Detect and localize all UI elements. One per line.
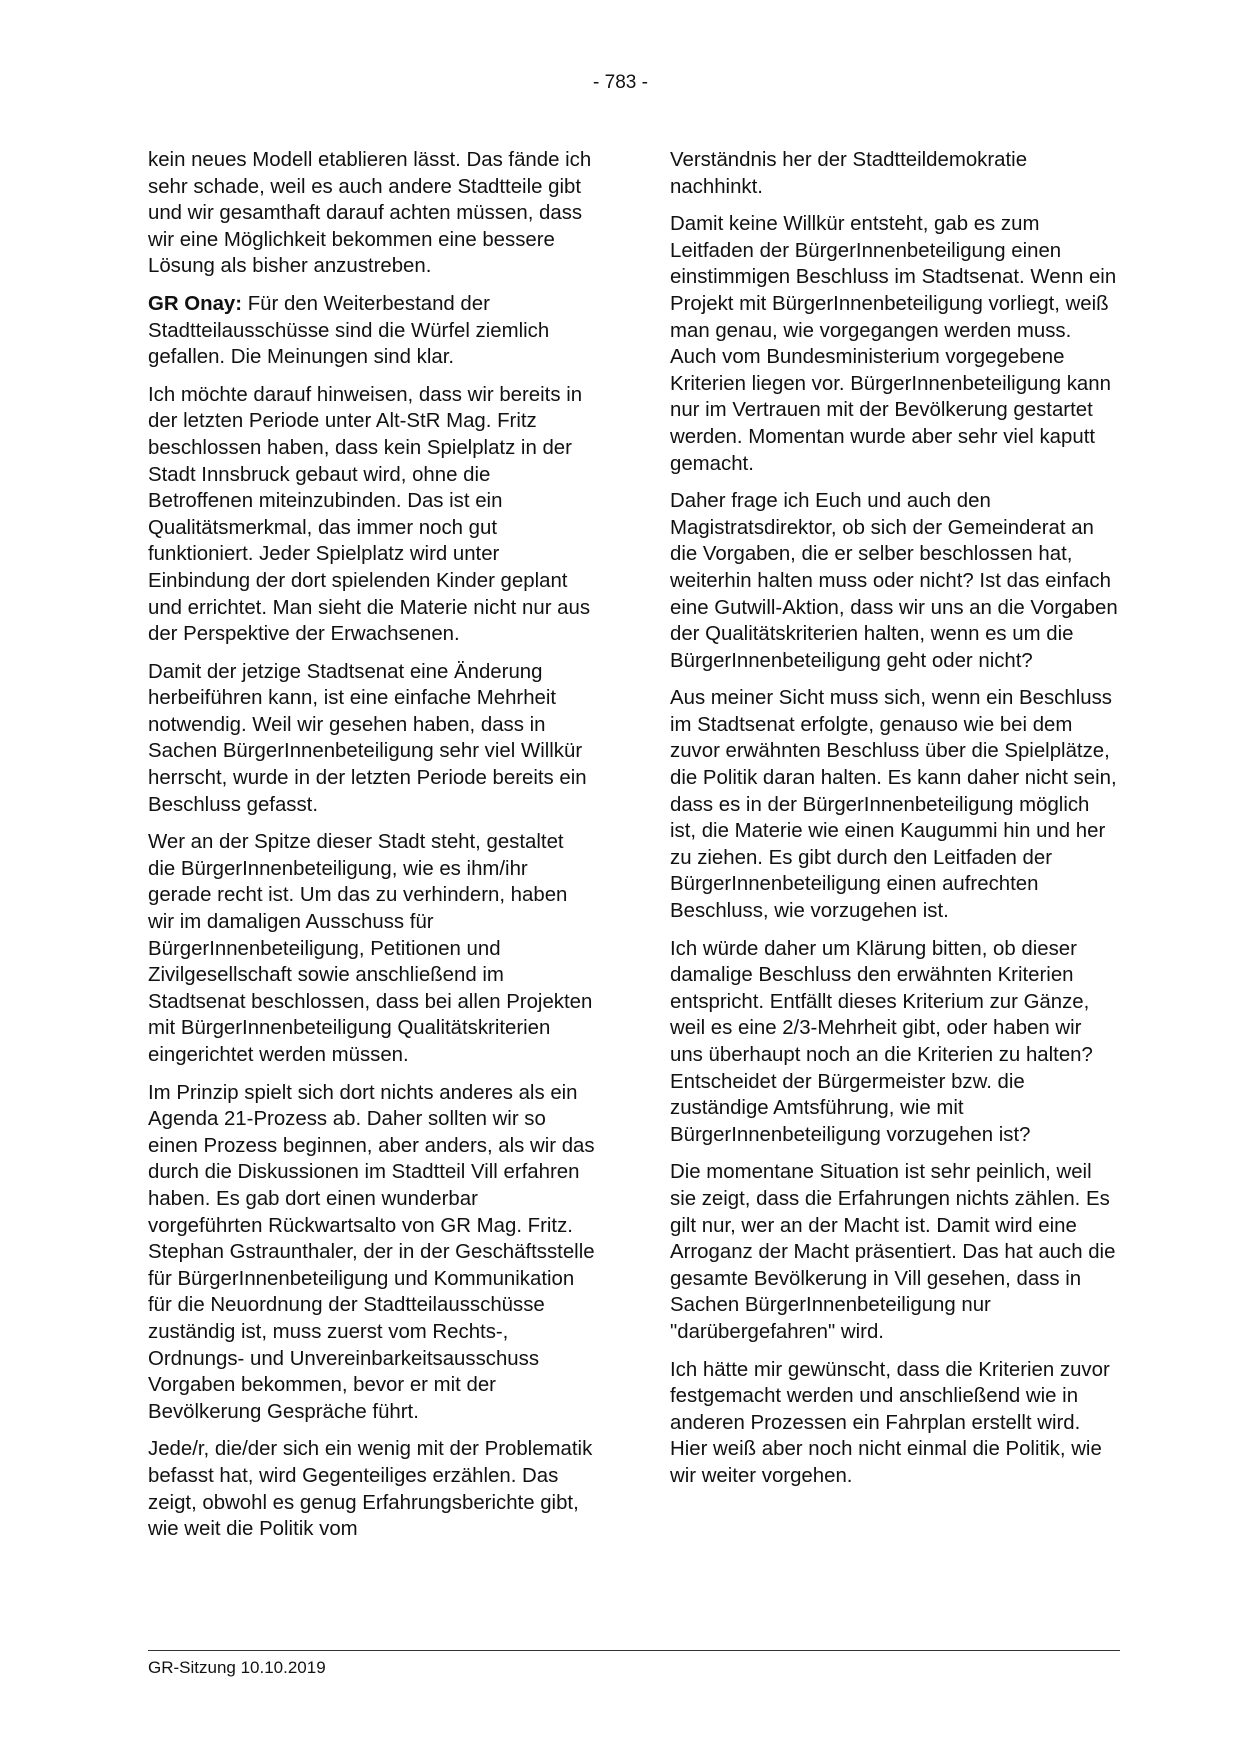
paragraph: Aus meiner Sicht muss sich, wenn ein Beschluss im Stadtsenat erfolgte, genauso wie bei dem zuvor erwähnten Beschluss über die Spielplätze, die Politik daran halten. Es kann daher nicht sein, dass es in der BürgerInnenbeteiligung möglich ist, die Materie wie einen Kaugummi hin und her zu ziehen. Es gibt durch den Leitfaden der BürgerInnenbeteiligung einen aufrechten Beschluss, wie vorzugehen ist. — [670, 687, 1117, 923]
paragraph: Die momentane Situation ist sehr peinlich, weil sie zeigt, dass die Erfahrungen nichts zählen. Es gilt nur, wer an der Macht ist. Damit wird eine Arroganz der Macht präsentiert. Das hat auch die gesamte Bevölkerung in Vill gesehen, dass in Sachen BürgerInnenbeteiligung nur "darübergefahren" wird. — [670, 1161, 1116, 1343]
paragraph: Verständnis her der Stadtteildemokratie nachhinkt. — [670, 149, 1028, 198]
paragraph: Ich hätte mir gewünscht, dass die Kriterien zuvor festgemacht werden und anschließend wie in anderen Prozessen ein Fahrplan erstellt wird. Hier weiß aber noch nicht einmal die Politik, wie wir weiter vorgehen. — [670, 1358, 1110, 1487]
speaker-name: GR Onay: — [148, 292, 243, 315]
footer-session-date: GR-Sitzung 10.10.2019 — [148, 1658, 326, 1677]
speaker-statement: Für den Weiterbestand der Stadtteilausschüsse sind die Würfel ziemlich gefallen. Die Meinungen sind klar. — [148, 292, 550, 369]
paragraph: kein neues Modell etablieren lässt. Das fände ich sehr schade, weil es auch andere Stadtteile gibt und wir gesamthaft darauf achten müssen, dass wir eine Möglichkeit bekommen eine bessere Lösung als bisher anzustreben. — [148, 149, 592, 278]
right-column — [670, 147, 1118, 1501]
paragraph: Wer an der Spitze dieser Stadt steht, gestaltet die BürgerInnenbeteiligung, wie es ihm/ihr gerade recht ist. Um das zu verhindern, haben wir im damaligen Ausschuss für BürgerInnenbeteiligung, Petitionen und Zivilgesellschaft sowie anschließend im Stadtsenat beschlossen, dass bei allen Projekten mit BürgerInnenbeteiligung Qualitätskriterien eingerichtet werden müssen. — [148, 831, 593, 1066]
paragraph: Daher frage ich Euch und auch den Magistratsdirektor, ob sich der Gemeinderat an die Vorgaben, die er selber beschlossen hat, weiterhin halten muss oder nicht? Ist das einfach eine Gutwill-Aktion, dass wir uns an die Vorgaben der Qualitätskriterien halten, wenn es um die BürgerInnenbeteiligung geht oder nicht? — [670, 490, 1118, 672]
page-number: - 783 - — [593, 72, 648, 93]
paragraph: Damit der jetzige Stadtsenat eine Änderung herbeiführen kann, ist eine einfache Mehrheit notwendig. Weil wir gesehen haben, dass in Sachen BürgerInnenbeteiligung sehr viel Willkür herrscht, wurde in der letzten Periode bereits ein Beschluss gefasst. — [148, 660, 587, 816]
footer-divider — [148, 1650, 1120, 1651]
paragraph: Damit keine Willkür entsteht, gab es zum Leitfaden der BürgerInnenbeteiligung einen einstimmigen Beschluss im Stadtsenat. Wenn ein Projekt mit BürgerInnenbeteiligung vorliegt, weiß man genau, wie vorgegangen werden muss. Auch vom Bundesministerium vorgegebene Kriterien liegen vor. BürgerInnenbeteiligung kann nur im Vertrauen mit der Bevölkerung gestartet werden. Momentan wurde aber sehr viel kaputt gemacht. — [670, 213, 1117, 475]
paragraph: Ich möchte darauf hinweisen, dass wir bereits in der letzten Periode unter Alt-StR Mag. Fritz beschlossen haben, dass kein Spielplatz in der Stadt Innsbruck gebaut wird, ohne die Betroffenen miteinzubinden. Das ist ein Qualitätsmerkmal, das immer noch gut funktioniert. Jeder Spielplatz wird unter Einbindung der dort spielenden Kinder geplant und errichtet. Man sieht die Materie nicht nur aus der Perspektive der Erwachsenen. — [148, 383, 591, 646]
paragraph-speaker-onay — [148, 291, 596, 371]
paragraph: Im Prinzip spielt sich dort nichts anderes als ein Agenda 21-Prozess ab. Daher sollten wir so einen Prozess beginnen, aber anders, als wir das durch die Diskussionen im Stadtteil Vill erfahren haben. Es gab dort einen wunderbar vorgeführten Rückwartsalto von GR Mag. Fritz. Stephan Gstraunthaler, der in der Geschäftsstelle für BürgerInnenbeteiligung und Kommunikation für die Neuordnung der Stadtteilausschüsse zuständig ist, muss zuerst vom Rechts-, Ordnungs- und Unvereinbarkeitsausschuss Vorgaben bekommen, bevor er mit der Bevölkerung Gespräche führt. — [148, 1081, 595, 1423]
paragraph: Ich würde daher um Klärung bitten, ob dieser damalige Beschluss den erwähnten Kriterien entspricht. Entfällt dieses Kriterium zur Gänze, weil es eine 2/3-Mehrheit gibt, oder haben wir uns überhaupt noch an die Kriterien zu halten? Entscheidet der Bürgermeister bzw. die zuständige Amtsführung, wie mit BürgerInnenbeteiligung vorzugehen ist? — [670, 937, 1093, 1146]
left-column — [148, 147, 596, 1554]
paragraph: Jede/r, die/der sich ein wenig mit der Problematik befasst hat, wird Gegenteiliges erzählen. Das zeigt, obwohl es genug Erfahrungsberichte gibt, wie weit die Politik vom — [148, 1438, 593, 1541]
